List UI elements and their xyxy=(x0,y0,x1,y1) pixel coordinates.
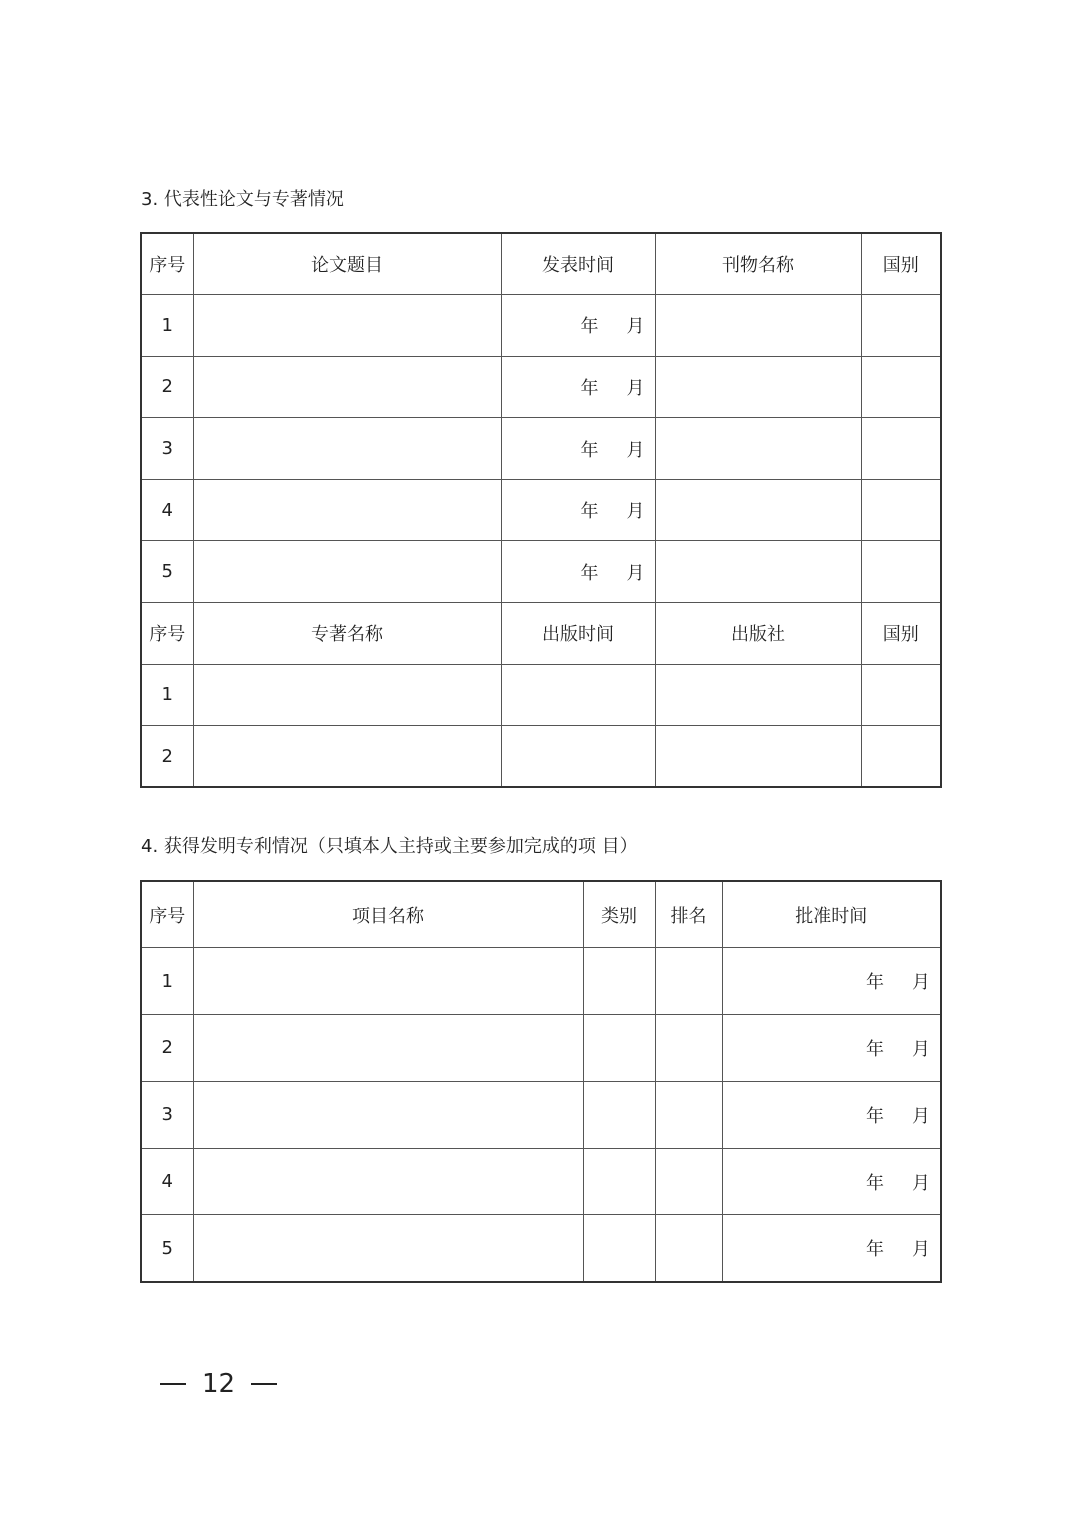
header-cell-paper-title: 论文题目 xyxy=(193,233,501,295)
row-number: 2 xyxy=(141,726,193,788)
category-field[interactable] xyxy=(583,1215,655,1282)
journal-name-field[interactable] xyxy=(655,295,861,357)
year-label: 年 xyxy=(866,1239,884,1261)
row-number: 5 xyxy=(141,541,193,603)
page-number: 12 xyxy=(202,1369,236,1399)
country-field[interactable] xyxy=(861,726,941,788)
journal-name-field[interactable] xyxy=(655,479,861,541)
monograph-name-field[interactable] xyxy=(193,664,501,726)
header-cell-country: 国别 xyxy=(861,603,941,665)
publish-date-field[interactable] xyxy=(501,541,655,603)
category-field[interactable] xyxy=(583,1081,655,1148)
year-label: 年 xyxy=(866,1038,884,1060)
row-number: 3 xyxy=(141,418,193,480)
year-label: 年 xyxy=(866,1105,884,1127)
year-label: 年 xyxy=(866,972,884,994)
month-label: 月 xyxy=(626,316,645,338)
row-number: 2 xyxy=(141,356,193,418)
project-name-field[interactable] xyxy=(193,948,583,1015)
papers-and-monographs-table xyxy=(140,232,942,788)
table-row xyxy=(141,356,941,418)
month-label: 月 xyxy=(626,501,645,523)
header-cell-number: 序号 xyxy=(141,233,193,295)
table-row xyxy=(141,726,941,788)
approval-date-field[interactable] xyxy=(722,1215,941,1282)
paper-title-field[interactable] xyxy=(193,479,501,541)
month-label: 月 xyxy=(912,1105,930,1127)
row-number: 3 xyxy=(141,1081,193,1148)
row-number: 5 xyxy=(141,1215,193,1282)
invention-patents-table xyxy=(140,880,942,1283)
publisher-field[interactable] xyxy=(655,664,861,726)
patents-header-row xyxy=(141,881,941,948)
header-cell-journal-name: 刊物名称 xyxy=(655,233,861,295)
journal-name-field[interactable] xyxy=(655,541,861,603)
paper-title-field[interactable] xyxy=(193,418,501,480)
country-field[interactable] xyxy=(861,418,941,480)
table-row xyxy=(141,948,941,1015)
approval-date-field[interactable] xyxy=(722,1081,941,1148)
table-row xyxy=(141,1148,941,1215)
header-cell-approval-time: 批准时间 xyxy=(722,881,941,948)
row-number: 1 xyxy=(141,948,193,1015)
header-cell-country: 国别 xyxy=(861,233,941,295)
year-label: 年 xyxy=(866,1172,884,1194)
header-cell-number: 序号 xyxy=(141,603,193,665)
publisher-field[interactable] xyxy=(655,726,861,788)
header-cell-publisher: 出版社 xyxy=(655,603,861,665)
table-row xyxy=(141,664,941,726)
table-row xyxy=(141,1215,941,1282)
month-label: 月 xyxy=(912,1038,930,1060)
table-row xyxy=(141,418,941,480)
monographs-header-row xyxy=(141,603,941,665)
project-name-field[interactable] xyxy=(193,1215,583,1282)
category-field[interactable] xyxy=(583,1015,655,1082)
journal-name-field[interactable] xyxy=(655,418,861,480)
year-label: 年 xyxy=(580,439,599,461)
row-number: 1 xyxy=(141,295,193,357)
table-row xyxy=(141,1015,941,1082)
paper-title-field[interactable] xyxy=(193,541,501,603)
ranking-field[interactable] xyxy=(655,1015,722,1082)
header-cell-monograph-name: 专著名称 xyxy=(193,603,501,665)
table-row xyxy=(141,1081,941,1148)
country-field[interactable] xyxy=(861,664,941,726)
ranking-field[interactable] xyxy=(655,1148,722,1215)
project-name-field[interactable] xyxy=(193,1081,583,1148)
country-field[interactable] xyxy=(861,295,941,357)
category-field[interactable] xyxy=(583,1148,655,1215)
table-row xyxy=(141,479,941,541)
monograph-name-field[interactable] xyxy=(193,726,501,788)
section-4-title: 4. 获得发明专利情况（只填本人主持或主要参加完成的项 目） xyxy=(141,836,638,857)
row-number: 1 xyxy=(141,664,193,726)
paper-title-field[interactable] xyxy=(193,356,501,418)
header-cell-publish-time: 发表时间 xyxy=(501,233,655,295)
right-dash xyxy=(251,1383,277,1385)
project-name-field[interactable] xyxy=(193,1015,583,1082)
approval-date-field[interactable] xyxy=(722,948,941,1015)
section-3-title: 3. 代表性论文与专著情况 xyxy=(141,189,344,210)
papers-header-row xyxy=(141,233,941,295)
ranking-field[interactable] xyxy=(655,948,722,1015)
month-label: 月 xyxy=(912,1239,930,1261)
header-cell-category: 类别 xyxy=(583,881,655,948)
publish-date-field[interactable] xyxy=(501,295,655,357)
month-label: 月 xyxy=(912,972,930,994)
project-name-field[interactable] xyxy=(193,1148,583,1215)
publication-time-field[interactable] xyxy=(501,726,655,788)
approval-date-field[interactable] xyxy=(722,1015,941,1082)
publish-date-field[interactable] xyxy=(501,418,655,480)
left-dash xyxy=(160,1383,186,1385)
year-label: 年 xyxy=(580,377,599,399)
category-field[interactable] xyxy=(583,948,655,1015)
header-cell-project-name: 项目名称 xyxy=(193,881,583,948)
row-number: 2 xyxy=(141,1015,193,1082)
header-cell-ranking: 排名 xyxy=(655,881,722,948)
year-label: 年 xyxy=(580,316,599,338)
month-label: 月 xyxy=(626,377,645,399)
month-label: 月 xyxy=(912,1172,930,1194)
country-field[interactable] xyxy=(861,479,941,541)
header-cell-publication-time: 出版时间 xyxy=(501,603,655,665)
journal-name-field[interactable] xyxy=(655,356,861,418)
approval-date-field[interactable] xyxy=(722,1148,941,1215)
year-label: 年 xyxy=(580,562,599,584)
country-field[interactable] xyxy=(861,541,941,603)
month-label: 月 xyxy=(626,439,645,461)
row-number: 4 xyxy=(141,479,193,541)
publish-date-field[interactable] xyxy=(501,356,655,418)
paper-title-field[interactable] xyxy=(193,295,501,357)
table-row xyxy=(141,295,941,357)
year-label: 年 xyxy=(580,501,599,523)
publication-time-field[interactable] xyxy=(501,664,655,726)
month-label: 月 xyxy=(626,562,645,584)
country-field[interactable] xyxy=(861,356,941,418)
table-row xyxy=(141,541,941,603)
row-number: 4 xyxy=(141,1148,193,1215)
ranking-field[interactable] xyxy=(655,1215,722,1282)
publish-date-field[interactable] xyxy=(501,479,655,541)
ranking-field[interactable] xyxy=(655,1081,722,1148)
page-footer xyxy=(160,1368,277,1400)
header-cell-number: 序号 xyxy=(141,881,193,948)
